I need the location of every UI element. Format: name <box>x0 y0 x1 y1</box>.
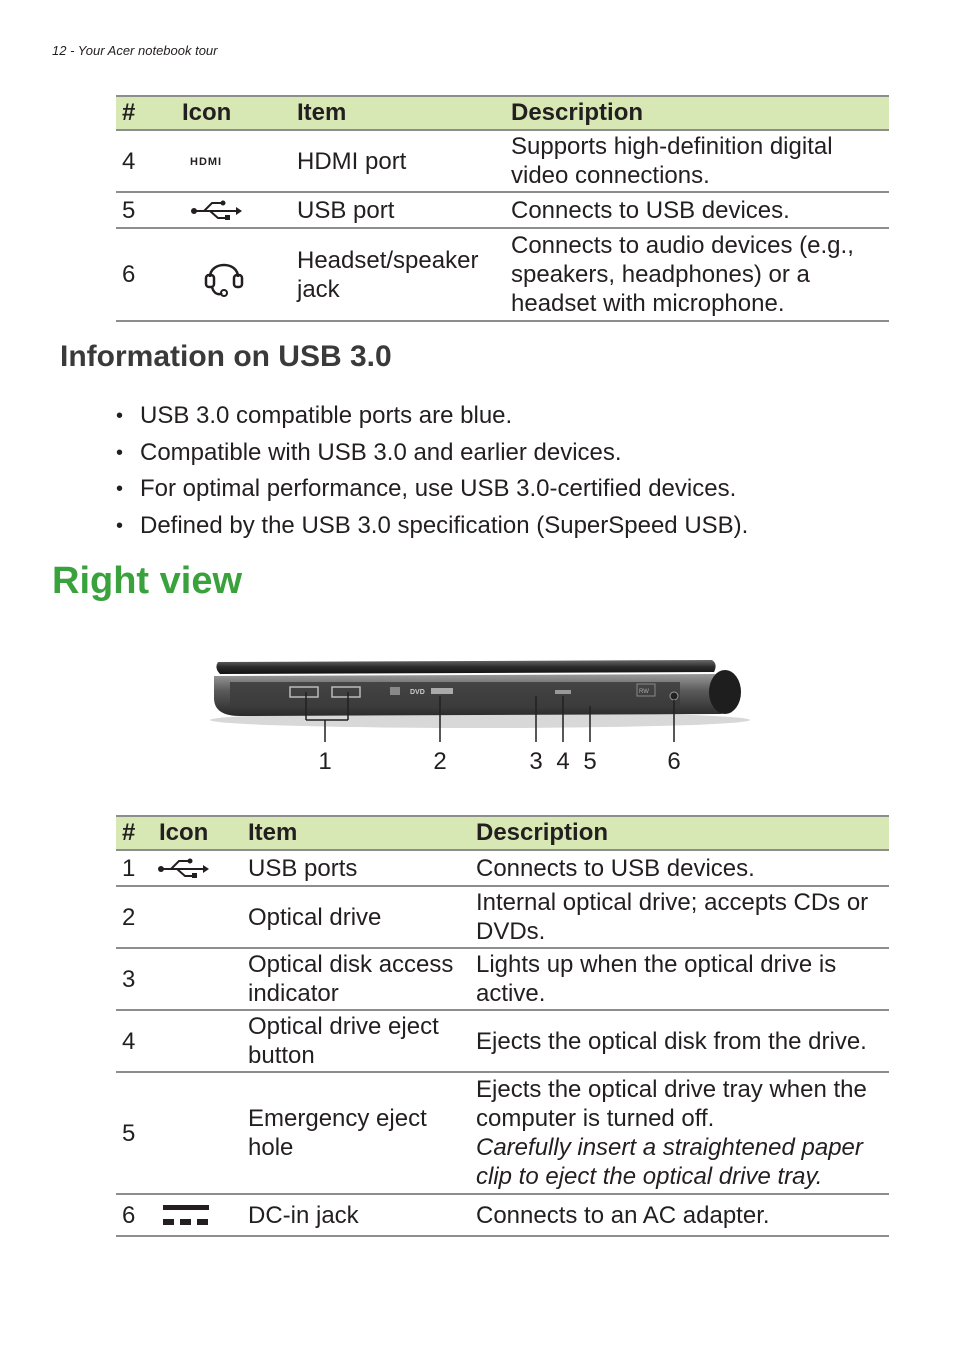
row-number: 6 <box>116 228 176 321</box>
table-row <box>116 948 889 1010</box>
usb-section-title: Information on USB 3.0 <box>60 340 392 373</box>
right-view-ports-table <box>116 815 889 1237</box>
row-item: Optical disk access indicator <box>242 948 470 1010</box>
table-row <box>116 1194 889 1236</box>
usb-icon <box>153 850 242 886</box>
table-header-row <box>116 816 889 850</box>
callout-5: 5 <box>583 748 597 775</box>
row-number: 4 <box>116 130 176 192</box>
headset-icon <box>176 228 291 321</box>
right-view-title: Right view <box>52 560 243 602</box>
row-item: Headset/speaker jack <box>291 228 505 321</box>
table-row <box>116 1072 889 1194</box>
row-icon-empty <box>153 886 242 948</box>
callout-1: 1 <box>318 748 332 775</box>
col-header-icon: Icon <box>153 816 242 850</box>
row-icon-empty <box>153 1072 242 1194</box>
table-row <box>116 886 889 948</box>
row-description: Lights up when the optical drive is active. <box>470 948 889 1010</box>
row-description: Connects to USB devices. <box>470 850 889 886</box>
list-item: • Compatible with USB 3.0 and earlier devices. <box>116 435 748 472</box>
table-row <box>116 192 889 228</box>
svg-text:HDMI: HDMI <box>190 156 223 168</box>
running-head: 12 - Your Acer notebook tour <box>52 43 218 58</box>
row-item: Optical drive eject button <box>242 1010 470 1072</box>
callout-3: 3 <box>529 748 543 775</box>
row-number: 6 <box>116 1194 153 1236</box>
table-header-row <box>116 96 889 130</box>
list-item: • For optimal performance, use USB 3.0-certified devices. <box>116 471 748 508</box>
row-item: USB ports <box>242 850 470 886</box>
callout-2: 2 <box>433 748 447 775</box>
table-row <box>116 850 889 886</box>
callout-6: 6 <box>667 748 681 775</box>
usb-icon <box>176 192 291 228</box>
row-item: HDMI port <box>291 130 505 192</box>
dc-in-icon <box>153 1194 242 1236</box>
col-header-description: Description <box>470 816 889 850</box>
row-number: 4 <box>116 1010 153 1072</box>
row-description: Ejects the optical drive tray when the computer is turned off. <box>476 1076 867 1132</box>
list-item: • Defined by the USB 3.0 specification (SuperSpeed USB). <box>116 508 748 545</box>
row-note: Carefully insert a straightened paper clip to eject the optical drive tray. <box>476 1134 863 1190</box>
callout-4: 4 <box>556 748 570 775</box>
row-description: Internal optical drive; accepts CDs or DVDs. <box>470 886 889 948</box>
table-row <box>116 1010 889 1072</box>
table-row <box>116 228 889 321</box>
col-header-item: Item <box>242 816 470 850</box>
row-number: 3 <box>116 948 153 1010</box>
list-item: • USB 3.0 compatible ports are blue. <box>116 398 748 435</box>
hdmi-icon <box>176 130 291 192</box>
row-description: Connects to an AC adapter. <box>470 1194 889 1236</box>
col-header-description: Description <box>505 96 889 130</box>
row-description: Ejects the optical disk from the drive. <box>470 1010 889 1072</box>
row-description: Supports high-definition digital video connections. <box>505 130 889 192</box>
col-header-item: Item <box>291 96 505 130</box>
dvd-logo: DVD <box>410 689 425 696</box>
col-header-number: # <box>116 816 153 850</box>
row-number: 1 <box>116 850 153 886</box>
ports-table-left-continued <box>116 95 889 322</box>
row-description: Connects to audio devices (e.g., speakers, headphones) or a headset with microphone. <box>505 228 889 321</box>
row-item: Optical drive <box>242 886 470 948</box>
col-header-number: # <box>116 96 176 130</box>
row-item: Emergency eject hole <box>242 1072 470 1194</box>
row-item: DC-in jack <box>242 1194 470 1236</box>
table-row <box>116 130 889 192</box>
rw-mark: RW <box>639 689 649 695</box>
row-description-cell <box>470 1072 889 1194</box>
row-description: Connects to USB devices. <box>505 192 889 228</box>
row-icon-empty <box>153 1010 242 1072</box>
row-item: USB port <box>291 192 505 228</box>
row-number: 2 <box>116 886 153 948</box>
row-number: 5 <box>116 1072 153 1194</box>
row-icon-empty <box>153 948 242 1010</box>
row-number: 5 <box>116 192 176 228</box>
col-header-icon: Icon <box>176 96 291 130</box>
usb-info-list <box>116 398 748 544</box>
